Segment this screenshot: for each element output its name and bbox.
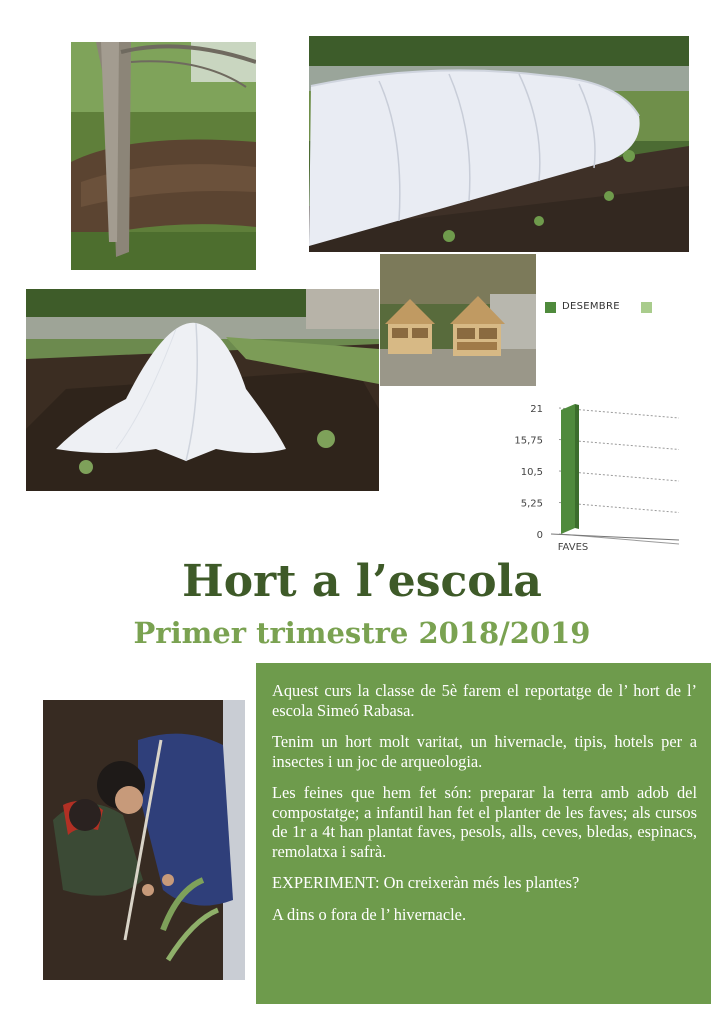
y-tick-label: 15,75 xyxy=(514,435,543,447)
paragraph-tasks: Les feines que hem fet són: preparar la terra amb adob del compostatge; a infantil han fet el planter de les faves; als cursos de 1r a 4t han plantat faves, pesols, alls, ceves, bledas, espinacs, remolatxa i safrà. xyxy=(272,783,697,861)
legend-swatch-desembre xyxy=(545,302,556,313)
y-tick-label: 10,5 xyxy=(520,467,543,478)
page-title: Hort a l’escola xyxy=(182,556,542,607)
greenhouse-tunnel-photo xyxy=(309,36,689,252)
article-text-box xyxy=(256,663,711,1004)
garden-bed-tree-photo xyxy=(71,42,256,270)
bar-chart xyxy=(504,396,684,556)
bar-faves-desembre xyxy=(561,404,575,534)
paragraph-experiment: EXPERIMENT: On creixeràn més les plantes? xyxy=(272,873,580,892)
page-subtitle: Primer trimestre 2018/2019 xyxy=(133,616,591,650)
paragraph-intro: Aquest curs la classe de 5è farem el reportatge de l’ hort de l’ escola Simeó Rabasa. xyxy=(272,681,697,720)
paragraph-garden: Tenim un hort molt varitat, un hivernacle, tipis, hotels per a insectes i un joc de arqueologia. xyxy=(272,732,697,771)
covered-tipi-photo xyxy=(26,289,379,491)
y-tick-label: 21 xyxy=(530,404,543,415)
insect-hotels-photo xyxy=(380,254,536,386)
y-tick-label: 5,25 xyxy=(520,498,543,510)
legend-label-desembre: DESEMBRE xyxy=(562,301,620,312)
paragraph-answer: A dins o fora de l’ hivernacle. xyxy=(272,904,467,924)
x-tick-label: FAVES xyxy=(557,542,589,553)
children-planting-photo xyxy=(43,700,245,980)
y-tick-label: 0 xyxy=(536,530,543,541)
legend-swatch-second-series xyxy=(641,302,652,313)
bar-side-faves-desembre xyxy=(575,404,579,529)
